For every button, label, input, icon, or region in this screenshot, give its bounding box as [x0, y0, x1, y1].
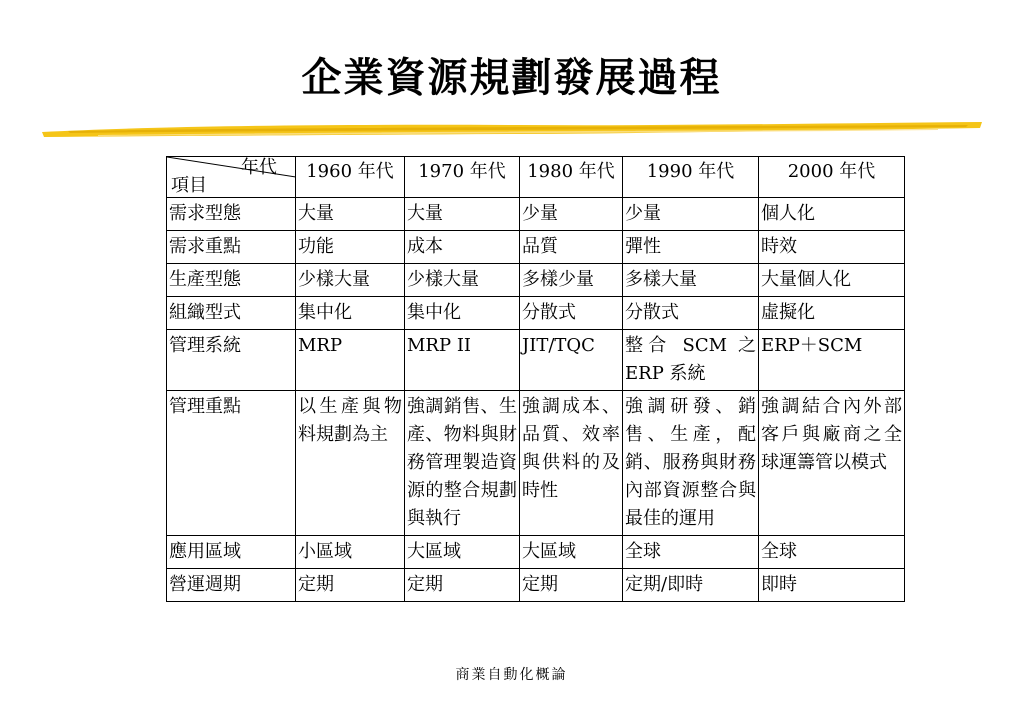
table-cell: 定期/即時 — [623, 569, 759, 602]
table-row — [167, 297, 905, 330]
table-cell: 大區域 — [520, 536, 623, 569]
row-label: 應用區域 — [167, 536, 296, 569]
column-header: 1980 年代 — [520, 157, 623, 198]
table-cell: 虛擬化 — [759, 297, 905, 330]
table-cell: 大量個人化 — [759, 264, 905, 297]
column-header: 2000 年代 — [759, 157, 905, 198]
table-cell: 小區域 — [296, 536, 405, 569]
table-cell: 多樣大量 — [623, 264, 759, 297]
table-cell: MRP II — [405, 330, 520, 391]
table-cell: 大區域 — [405, 536, 520, 569]
table-cell: 全球 — [759, 536, 905, 569]
column-header: 1970 年代 — [405, 157, 520, 198]
table-row — [167, 330, 905, 391]
table-cell: 定期 — [520, 569, 623, 602]
page-title: 企業資源規劃發展過程 — [301, 54, 722, 101]
table-cell: 時效 — [759, 231, 905, 264]
erp-history-table — [166, 156, 905, 602]
column-header: 1960 年代 — [296, 157, 405, 198]
table-row — [167, 536, 905, 569]
table-cell: 分散式 — [520, 297, 623, 330]
table-cell: 強調結合內外部客戶與廠商之全球運籌管以模式 — [759, 391, 905, 536]
table-cell: ERP＋SCM — [759, 330, 905, 391]
table-cell: 少量 — [623, 198, 759, 231]
table-row — [167, 198, 905, 231]
table-cell: 集中化 — [405, 297, 520, 330]
table-cell: 強調成本、品質、效率與供料的及時性 — [520, 391, 623, 536]
table-cell: 個人化 — [759, 198, 905, 231]
table-cell: 定期 — [296, 569, 405, 602]
table-cell: 少樣大量 — [296, 264, 405, 297]
table-cell: 全球 — [623, 536, 759, 569]
row-label: 管理系統 — [167, 330, 296, 391]
table-cell: 定期 — [405, 569, 520, 602]
footer-text: 商業自動化概論 — [455, 667, 568, 683]
table-cell: 少量 — [520, 198, 623, 231]
row-label: 生產型態 — [167, 264, 296, 297]
corner-label-year: 年代 — [241, 157, 277, 178]
corner-label-item: 項目 — [171, 175, 207, 196]
row-label: 營運週期 — [167, 569, 296, 602]
table-row — [167, 231, 905, 264]
table-cell: 整合 SCM 之 ERP 系統 — [623, 330, 759, 391]
table-cell: 即時 — [759, 569, 905, 602]
table-cell: 品質 — [520, 231, 623, 264]
table-cell: 大量 — [405, 198, 520, 231]
row-label: 組織型式 — [167, 297, 296, 330]
column-header: 1990 年代 — [623, 157, 759, 198]
table-cell: 少樣大量 — [405, 264, 520, 297]
table-cell: 以生產與物料規劃為主 — [296, 391, 405, 536]
table-cell: 彈性 — [623, 231, 759, 264]
table-cell: 功能 — [296, 231, 405, 264]
table-cell: 集中化 — [296, 297, 405, 330]
table-cell: 成本 — [405, 231, 520, 264]
row-label: 需求重點 — [167, 231, 296, 264]
row-label: 管理重點 — [167, 391, 296, 536]
table-row — [167, 569, 905, 602]
table-cell: 強調研發、銷售、生產，配銷、服務與財務內部資源整合與最佳的運用 — [623, 391, 759, 536]
table-cell: 分散式 — [623, 297, 759, 330]
table-cell: JIT/TQC — [520, 330, 623, 391]
yellow-brush-stroke — [38, 118, 984, 140]
table-cell: MRP — [296, 330, 405, 391]
header-row — [167, 157, 905, 198]
corner-header-cell — [167, 157, 296, 198]
table-row — [167, 264, 905, 297]
row-label: 需求型態 — [167, 198, 296, 231]
table-row — [167, 391, 905, 536]
table-cell: 強調銷售、生產、物料與財務管理製造資源的整合規劃與執行 — [405, 391, 520, 536]
table-cell: 大量 — [296, 198, 405, 231]
table-cell: 多樣少量 — [520, 264, 623, 297]
